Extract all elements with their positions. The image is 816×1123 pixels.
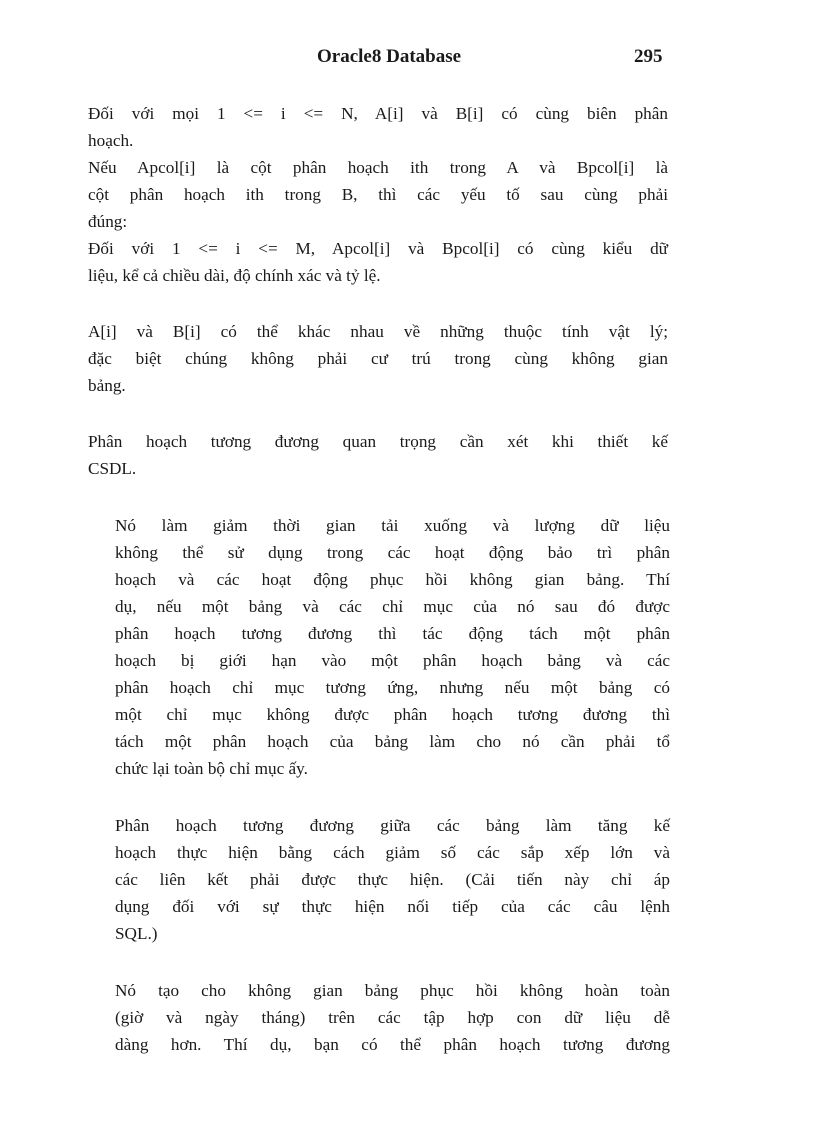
paragraph-benefit-recovery: [115, 977, 670, 1058]
page-number: 295: [634, 46, 663, 67]
text-line: dàng hơn. Thí dụ, bạn có thể phân hoạch tương đương: [115, 1035, 670, 1054]
text-line: CSDL.: [88, 459, 137, 478]
paragraph-benefit-downtime: [115, 512, 670, 782]
text-line: Nếu Apcol[i] là cột phân hoạch ith trong A và Bpcol[i] là: [88, 158, 668, 177]
text-line: hoạch và các hoạt động phục hồi không gian bảng. Thí: [115, 570, 670, 589]
text-line: không thể sử dụng trong các hoạt động bảo trì phân: [115, 543, 670, 562]
text-line: phân hoạch chỉ mục tương ứng, nhưng nếu một bảng có: [115, 678, 670, 697]
text-line: bảng.: [88, 376, 126, 395]
paragraph-partition-conditions: [88, 100, 668, 289]
text-line: SQL.): [115, 924, 158, 943]
text-line: hoạch bị giới hạn vào một phân hoạch bảng và các: [115, 651, 670, 670]
text-line: Nó làm giảm thời gian tải xuống và lượng dữ liệu: [115, 516, 670, 535]
text-line: Phân hoạch tương đương quan trọng cần xét khi thiết kế: [88, 432, 668, 451]
text-line: chức lại toàn bộ chỉ mục ấy.: [115, 759, 308, 778]
text-line: Đối với mọi 1 <= i <= N, A[i] và B[i] có cùng biên phân: [88, 104, 668, 123]
text-line: tách một phân hoạch của bảng làm cho nó cần phải tổ: [115, 732, 670, 751]
paragraph-physical-attributes: [88, 318, 668, 399]
text-line: dụng đối với sự thực hiện nối tiếp của các câu lệnh: [115, 897, 670, 916]
text-line: A[i] và B[i] có thể khác nhau về những thuộc tính vật lý;: [88, 322, 668, 341]
paragraph-benefit-execution-plan: [115, 812, 670, 947]
header-title: Oracle8 Database: [317, 46, 462, 67]
text-line: Đối với 1 <= i <= M, Apcol[i] và Bpcol[i] có cùng kiểu dữ: [88, 239, 668, 258]
text-line: đúng:: [88, 212, 128, 231]
text-line: hoạch.: [88, 131, 134, 150]
text-line: phân hoạch tương đương thì tác động tách một phân: [115, 624, 670, 643]
text-line: dụ, nếu một bảng và các chỉ mục của nó sau đó được: [115, 597, 670, 616]
paragraph-equipartition-importance: [88, 428, 668, 482]
text-line: Nó tạo cho không gian bảng phục hồi không hoàn toàn: [115, 981, 670, 1000]
text-line: các liên kết phải được thực hiện. (Cải tiến này chỉ áp: [115, 870, 670, 889]
text-line: liệu, kể cả chiều dài, độ chính xác và tỷ lệ.: [88, 266, 381, 285]
text-line: cột phân hoạch ith trong B, thì các yếu tố sau cùng phải: [88, 185, 668, 204]
running-header: [0, 46, 816, 70]
text-line: hoạch thực hiện bằng cách giảm số các sắp xếp lớn và: [115, 843, 670, 862]
text-line: Phân hoạch tương đương giữa các bảng làm tăng kế: [115, 816, 670, 835]
text-line: (giờ và ngày tháng) trên các tập hợp con dữ liệu dễ: [115, 1008, 670, 1027]
text-line: đặc biệt chúng không phải cư trú trong cùng không gian: [88, 349, 668, 368]
text-line: một chỉ mục không được phân hoạch tương đương thì: [115, 705, 670, 724]
